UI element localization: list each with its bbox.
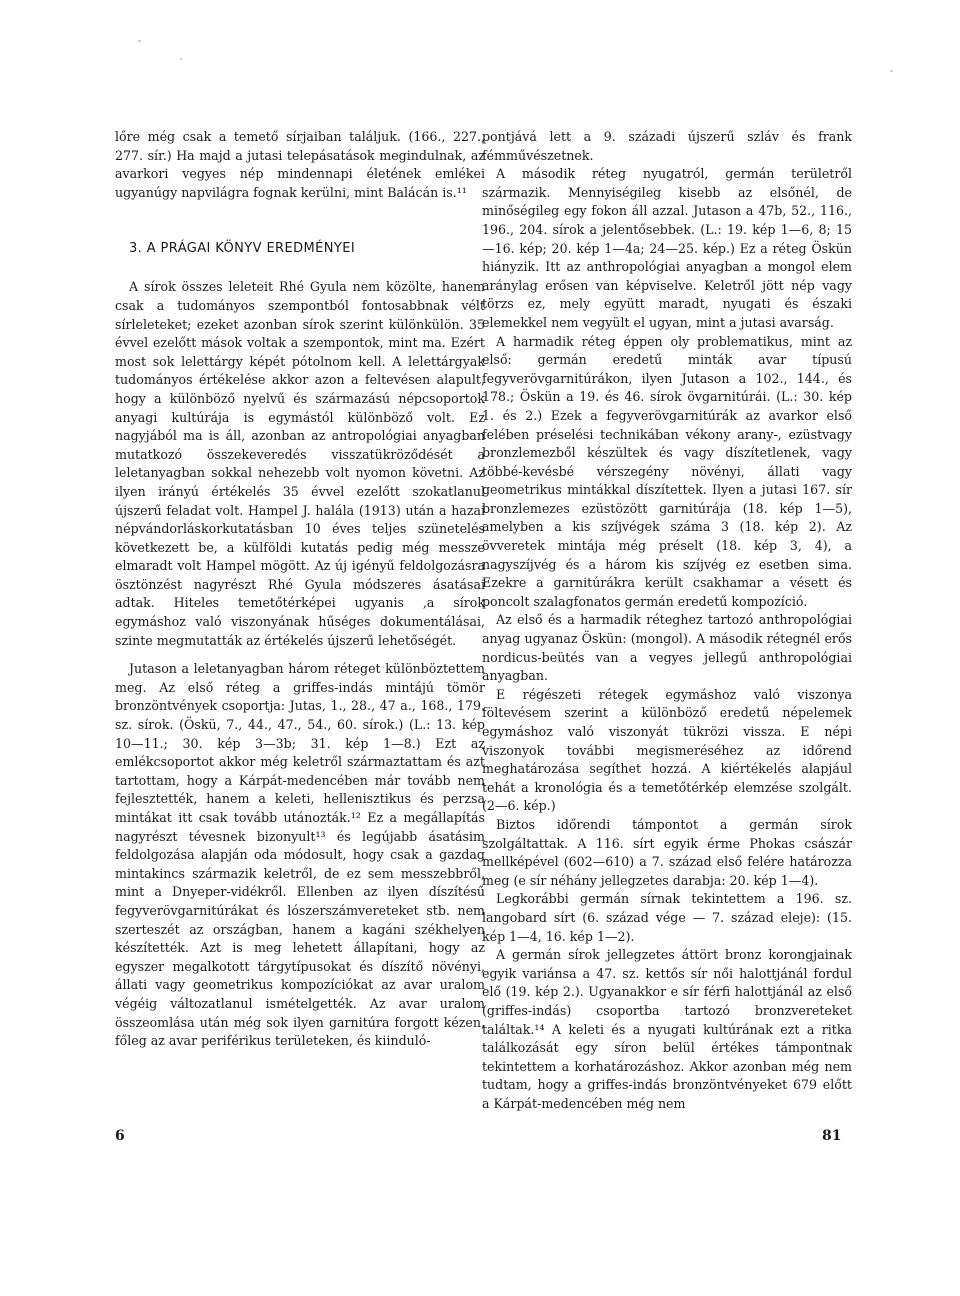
paragraph: E régészeti rétegek egymáshoz való viszonya föltevésem szerint a különböző eredetű népelemek egymáshoz való viszonyát tükrözi vissza. E népi viszonyok további megismeréséhez az időrend meghatározása segíthet hozzá. A kiértékelés alapjául tehát a kronológia és a temetőtérkép elemzése szolgált. (2—6. kép.) [482,686,852,814]
left-column [115,128,485,1051]
section-heading: 3. A PRÁGAI KÖNYV EREDMÉNYEI [129,241,356,257]
scan-speck [890,70,893,72]
paragraph: A második réteg nyugatról, germán területről származik. Mennyiségileg kisebb az elsőnél, de minőségileg egy fokon áll azzal. Jutason a 47b, 52., 116., 196., 204. sírok a jelentősebbek. (L.: 19. kép 1—6, 8; 15—16. kép; 20. kép 1—4a; 24—25. kép.) Ez a réteg Öskün hiányzik. Itt az anthropológiai anyagban a mongol elem aránylag erősen van képviselve. Keletről jött nép vagy törzs ez, mely együtt maradt, nyugati és északi elemekkel nem vegyült el ugyan, mint a jutasi avarság. [482,166,852,330]
paragraph: pontjává lett a 9. századi újszerű szláv és frank fémművészetnek. [482,129,852,163]
paragraph: A germán sírok jellegzetes áttört bronz korongjainak egyik variánsa a 47. sz. kettős sír női halottjánál fordul elő (19. kép 2.). Ugyanakkor e sír férfi halottjánál az első (griffes-indás) csoportba tartozó bronzvereteket találtak.¹⁴ A keleti és a nyugati kultúrának ezt a ritka találkozását egy síron belül értékes támpontnak tekintettem a korhatározáshoz. Akkor azonban még nem tudtam, hogy a griffes-indás bronzöntvényeket 679 előtt a Kárpát-medencében még nem [482,947,852,1111]
paragraph: Jutason a leletanyagban három réteget különböztettem meg. Az első réteg a griffes-indás mintájú tömör bronzöntvények csoportja: Jutas, 1., 28., 47 a., 168., 179. sz. sírok. (Öskü, 7., 44., 47., 54., 60. sírok.) (L.: 13. kép 10—11.; 30. kép 3—3b; 31. kép 1—8.) Ezt az emlékcsoportot akkor még keletről származtattam és azt tartottam, hogy a Kárpát-medencében már tovább nem fejlesztették, hanem a keleti, hellenisztikus és perzsa mintákat itt csak tovább utánozták.¹² Ez a megállapítás nagyrészt tévesnek bizonyult¹³ és legújabb ásatásim feldolgozása alapján oda módosult, hogy csak a gazdag mintakincs származik keletről, de ez sem messzebbről, mint a Dnyeper-vidékről. Ellenben az ilyen díszítésű fegyverövgarnitúrákat és lószerszámvereteket stb. nem szerteszét az országban, hanem a kagáni székhelyen készítették. Azt is meg lehetett állapítani, hogy az egyszer megalkotott tárgytípusokat és díszítő növényi, állati vagy geometrikus kompozíciókat az avar uralom végéig változatlanul ismételgették. Az avar uralom összeomlása után még sok ilyen garnitúra forgott kézen, főleg az avar periférikus területeken, és kiinduló- [115,661,485,1049]
paragraph: A harmadik réteg éppen oly problematikus, mint az első: germán eredetű minták avar típusú fegyverövgarnitúrákon, ilyen Jutason a 102., 144., és 178.; Öskün a 19. és 46. sírok övgarnitúrái. (L.: 30. kép 1. és 2.) Ezek a fegyverövgarnitúrák az avarkor első felében préselési technikában vékony arany-, ezüstvagy bronzlemezből készültek és vagy díszítetlenek, vagy többé-kevésbé vérszegény növényi, állati vagy geometrikus mintákkal díszítettek. Ilyen a jutasi 167. sír bronzlemezes ezüstözött garnitúrája (18. kép 1—5), amelyben a kis szíjvégek száma 3 (18. kép 2). Az övveretek mintája még préselt (18. kép 3, 4), a nagyszíjvég és a három kis szíjvég ez esetben sima. Ezekre a garnitúrákra került csakhamar a vésett és poncolt szalagfonatos germán eredetű kompozíció. [482,333,852,609]
scan-speck [180,58,182,60]
paragraph: A sírok összes leleteit Rhé Gyula nem közölte, hanem csak a tudományos szempontból fontosabbnak vélt sírleleteket; ezeket azonban sírok szerint különkülön. 35 évvel ezelőtt mások voltak a szempontok, mint ma. Ezért most sok lelettárgy képét pótolnom kell. A lelettárgyak tudományos értékelése akkor azon a feltevésen alapult, hogy a különböző nyelvű és származású népcsoportok anyagi kultúrája is egymástól különböző volt. Ez nagyjából ma is áll, azonban az antropológiai anyagban mutatkozó összekeveredés visszatükröződését a leletanyagban sokkal nehezebb volt nyomon követni. Az ilyen irányú értékelés 35 évvel ezelőtt szokatlanul újszerű feladat volt. Hampel J. halála (1913) után a hazai népvándorláskorkutatásban 10 éves teljes szünetelés következett be, a külföldi kutatás pedig még messze elmaradt volt Hampel mögött. Az új igényű feldolgozásra ösztönzést nagyrészt Rhé Gyula módszeres ásatásai adtak. Hiteles temetőtérképei ugyanis ,a sírok egymáshoz való viszonyának hűséges dokumentálásai, szinte megmutatták az értékelés újszerű lehetőségét. [115,279,485,648]
right-column [482,128,852,1113]
page-number-left: 6 [115,1128,125,1144]
paragraph: Legkorábbi germán sírnak tekintettem a 196. sz. langobard sírt (6. század vége — 7. század eleje): (15. kép 1—4, 16. kép 1—2). [482,891,852,944]
page-number-right: 81 [822,1128,842,1144]
paragraph: lőre még csak a temető sírjaiban találjuk. (166., 227., 277. sír.) Ha majd a jutasi telepásatások megindulnak, az avarkori vegyes nép mindennapi életének emlékei ugyanúgy napvilágra fognak kerülni, mint Balácán is.¹¹ [115,129,485,200]
paragraph: Az első és a harmadik réteghez tartozó anthropológiai anyag ugyanaz Öskün: (mongol). A második rétegnél erős nordicus-beütés van a vegyes jellegű anthropológiai anyagban. [482,612,852,684]
paragraph: Biztos időrendi támpontot a germán sírok szolgáltattak. A 116. sírt egyik érme Phokas császár mellképével (602—610) a 7. század első felére határozza meg (e sír néhány jellegzetes darabja: 20. kép 1—4). [482,816,852,888]
scan-speck [138,40,141,42]
